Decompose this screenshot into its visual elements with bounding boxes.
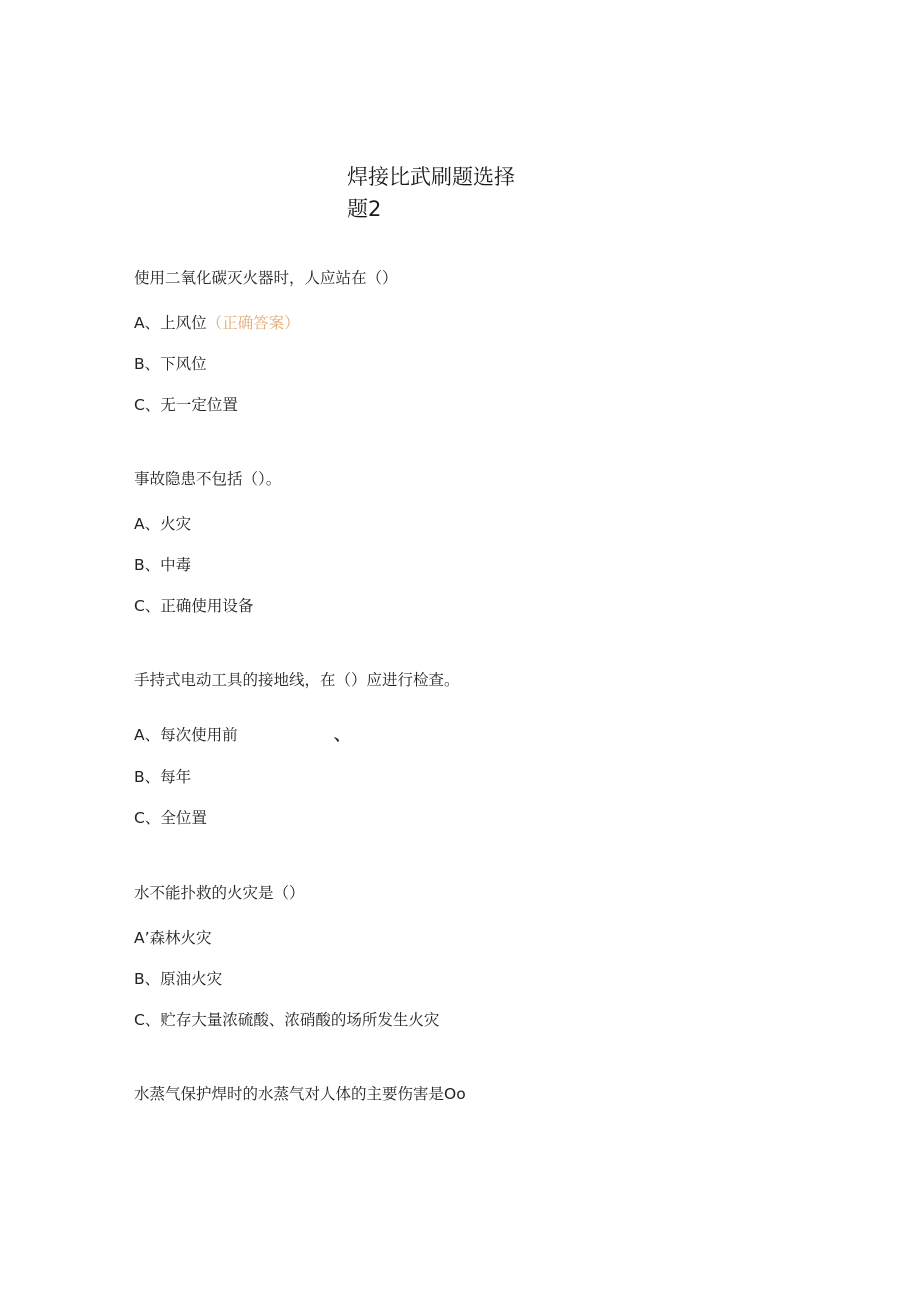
question-2-text: 事故隐患不包括（）。 (134, 470, 282, 488)
question-4-text: 水不能扑救的火灾是（） (134, 884, 305, 902)
question-3-option-a: A、每次使用前 (134, 726, 238, 744)
question-3-text: 手持式电动工具的接地线，在（）应进行检查。 (134, 671, 460, 689)
question-4-option-c: C、贮存大量浓硫酸、浓硝酸的场所发生火灾 (134, 1011, 440, 1029)
question-3-option-b: B、每年 (134, 768, 192, 786)
question-2-option-a: A、火灾 (134, 515, 192, 533)
option-label: A、上风位 (134, 314, 207, 332)
question-4-option-a: A’森林火灾 (134, 929, 212, 947)
question-2-option-b: B、中毒 (134, 556, 192, 574)
question-1-option-c: C、无一定位置 (134, 396, 238, 414)
question-2-option-c: C、正确使用设备 (134, 597, 254, 615)
correct-answer-mark: （正确答案） (206, 314, 300, 332)
question-5-text: 水蒸气保护焊时的水蒸气对人体的主要伤害是Oo (134, 1085, 466, 1103)
question-1-option-a (134, 313, 300, 333)
question-4-option-b: B、原油火灾 (134, 970, 223, 988)
question-3-option-c: C、全位置 (134, 809, 207, 827)
page-title-line-2: 题2 (347, 197, 382, 221)
stray-punctuation-mark: 、 (334, 725, 351, 744)
question-1-option-b: B、下风位 (134, 355, 207, 373)
page-title-line-1: 焊接比武刷题选择 (347, 165, 515, 189)
question-1-text: 使用二氧化碳灭火器时，人应站在（） (134, 269, 398, 287)
